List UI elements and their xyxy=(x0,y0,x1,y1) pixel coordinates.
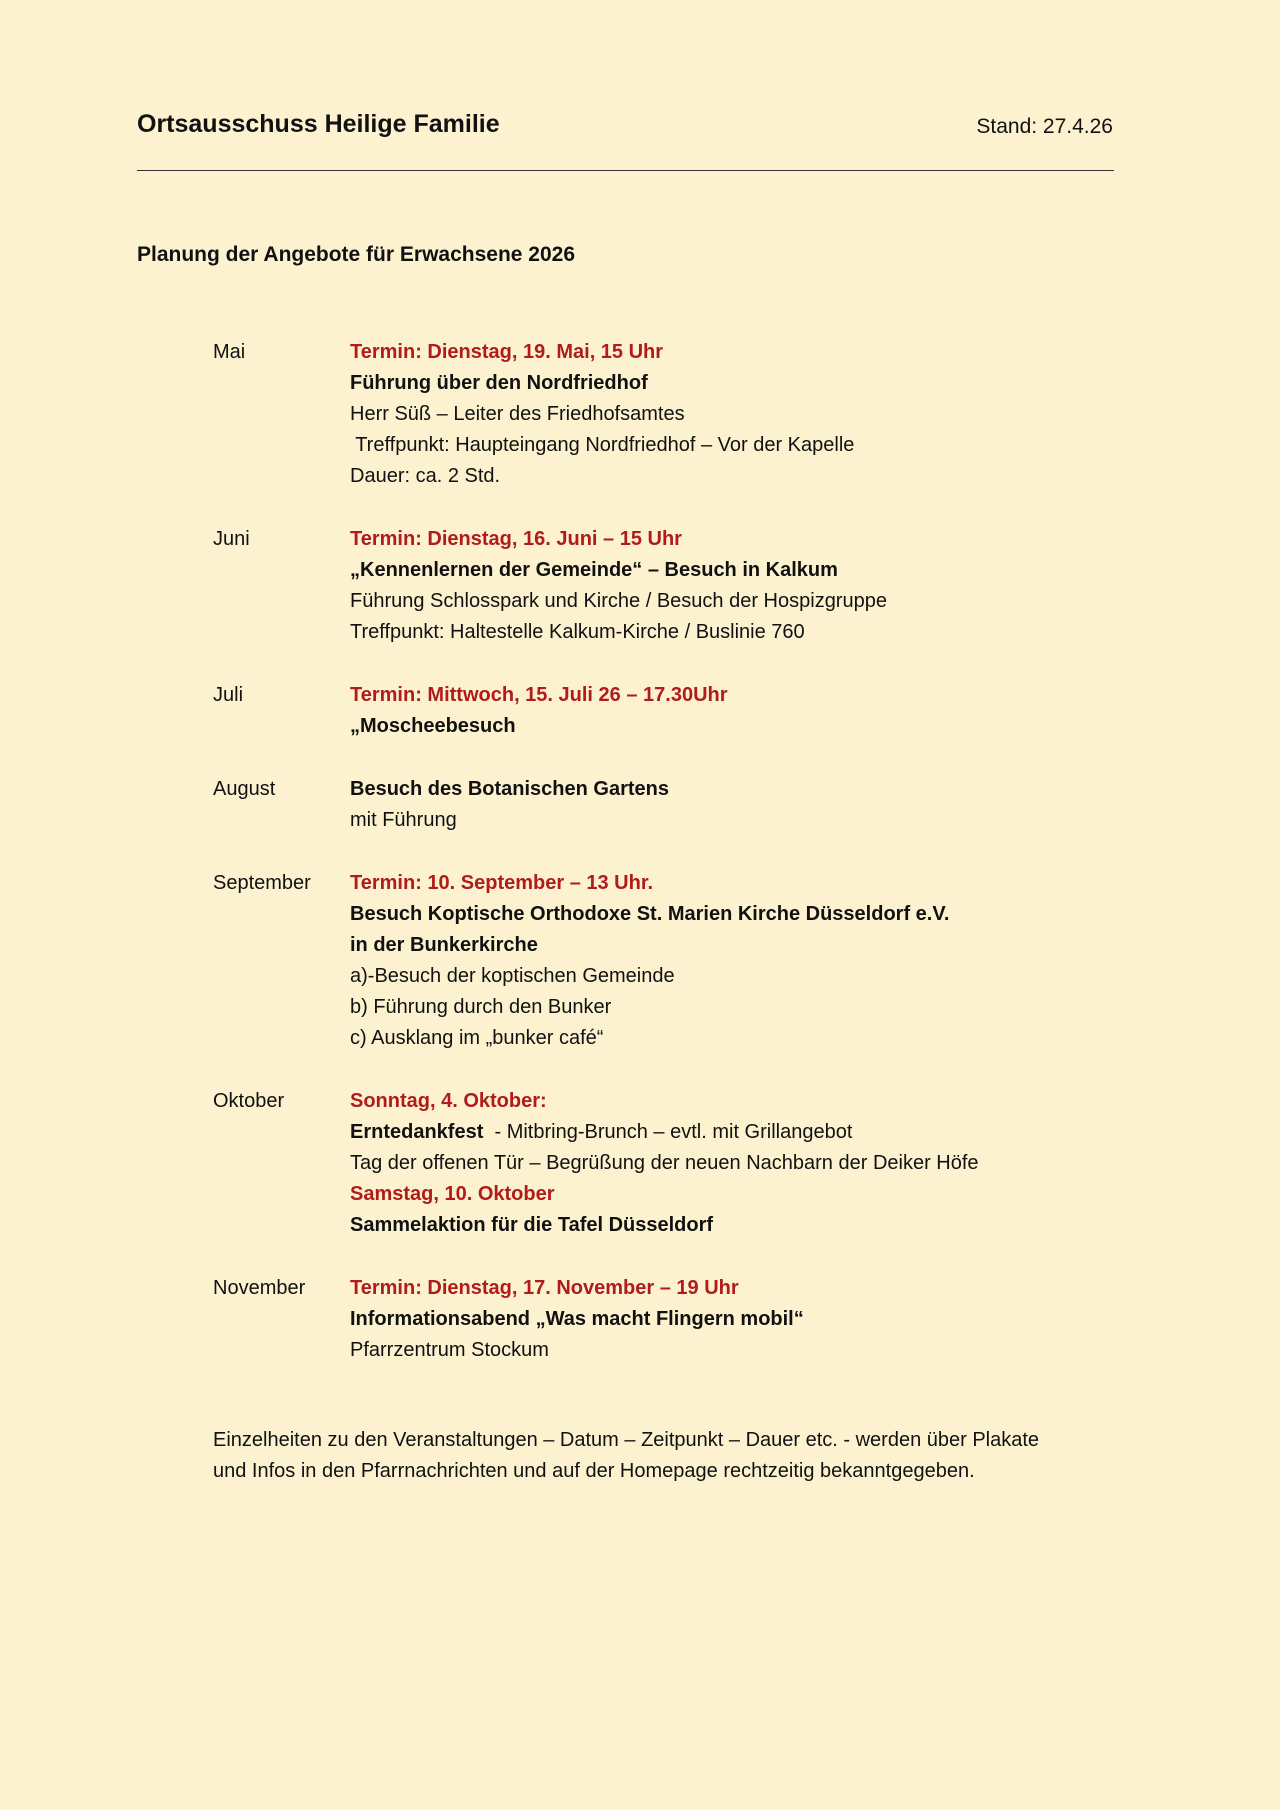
event-meeting-point: Treffpunkt: Haltestelle Kalkum-Kirche / Buslinie 760 xyxy=(350,621,805,643)
event-date: Samstag, 10. Oktober xyxy=(350,1183,555,1205)
event-title: Besuch des Botanischen Gartens xyxy=(350,778,669,800)
footer-line: Einzelheiten zu den Veranstaltungen – Datum – Zeitpunkt – Dauer etc. - werden über Plakate xyxy=(213,1429,1040,1451)
schedule-entry-november xyxy=(213,1273,1113,1366)
event-title: Führung über den Nordfriedhof xyxy=(350,372,648,394)
event-title: Informationsabend „Was macht Flingern mobil“ xyxy=(350,1308,804,1330)
month-label: Juni xyxy=(213,528,250,550)
month-label: September xyxy=(213,872,311,894)
event-title-cont: in der Bunkerkirche xyxy=(350,934,538,956)
event-title: Besuch Koptische Orthodoxe St. Marien Kirche Düsseldorf e.V. xyxy=(350,903,950,925)
event-detail: - Mitbring-Brunch – evtl. mit Grillangebot xyxy=(483,1121,853,1143)
schedule-entry-juli xyxy=(213,680,1113,774)
event-detail: Herr Süß – Leiter des Friedhofsamtes xyxy=(350,403,685,425)
month-label: Oktober xyxy=(213,1090,285,1112)
event-detail: c) Ausklang im „bunker café“ xyxy=(350,1027,604,1049)
footer-note xyxy=(213,1425,1133,1487)
event-date: Termin: Dienstag, 19. Mai, 15 Uhr xyxy=(350,341,664,363)
event-detail: b) Führung durch den Bunker xyxy=(350,996,612,1018)
event-detail: mit Führung xyxy=(350,809,457,831)
event-duration: Dauer: ca. 2 Std. xyxy=(350,465,501,487)
event-title: „Moscheebesuch xyxy=(350,715,516,737)
schedule-entry-oktober xyxy=(213,1086,1113,1273)
event-date: Sonntag, 4. Oktober: xyxy=(350,1090,547,1112)
event-meeting-point: Treffpunkt: Haupteingang Nordfriedhof – Vor der Kapelle xyxy=(350,434,855,456)
event-date: Termin: Dienstag, 17. November – 19 Uhr xyxy=(350,1277,739,1299)
event-date: Termin: 10. September – 13 Uhr. xyxy=(350,872,654,894)
schedule-entry-juni xyxy=(213,524,1113,680)
event-detail: Tag der offenen Tür – Begrüßung der neuen Nachbarn der Deiker Höfe xyxy=(350,1152,979,1174)
document-title: Planung der Angebote für Erwachsene 2026 xyxy=(137,243,576,266)
header-divider xyxy=(137,170,1114,171)
schedule-list xyxy=(213,337,1113,1366)
event-location: Pfarrzentrum Stockum xyxy=(350,1339,549,1361)
event-date: Termin: Mittwoch, 15. Juli 26 – 17.30Uhr xyxy=(350,684,728,706)
event-title: Sammelaktion für die Tafel Düsseldorf xyxy=(350,1214,714,1236)
schedule-entry-mai xyxy=(213,337,1113,524)
status-date: Stand: 27.4.26 xyxy=(976,115,1113,138)
event-title: „Kennenlernen der Gemeinde“ – Besuch in Kalkum xyxy=(350,559,838,581)
month-label: August xyxy=(213,778,276,800)
month-label: Mai xyxy=(213,341,246,363)
event-detail: Führung Schlosspark und Kirche / Besuch der Hospizgruppe xyxy=(350,590,887,612)
event-title: Erntedankfest xyxy=(350,1121,484,1143)
schedule-entry-august xyxy=(213,774,1113,868)
month-label: November xyxy=(213,1277,306,1299)
event-detail: a)-Besuch der koptischen Gemeinde xyxy=(350,965,675,987)
organization-name: Ortsausschuss Heilige Familie xyxy=(137,110,500,138)
footer-line: und Infos in den Pfarrnachrichten und auf der Homepage rechtzeitig bekanntgegeben. xyxy=(213,1460,975,1482)
schedule-entry-september xyxy=(213,868,1113,1086)
event-date: Termin: Dienstag, 16. Juni – 15 Uhr xyxy=(350,528,682,550)
month-label: Juli xyxy=(213,684,244,706)
event-detail-line xyxy=(350,1117,1113,1148)
